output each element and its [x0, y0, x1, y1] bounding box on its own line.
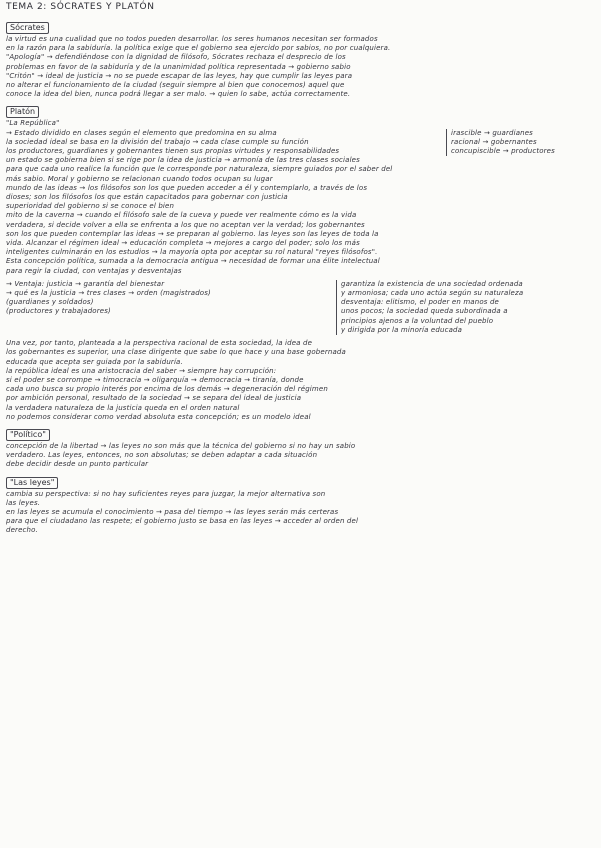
text-line: educada que acepta ser guiada por la sabiduría.	[6, 357, 183, 366]
text-line: dioses; son los filósofos los que están capacitados para gobernar con justicia	[6, 193, 288, 202]
clases-side-list	[446, 129, 591, 157]
text-line: problemas en favor de la sabiduría y de la unanimidad política representada → gobierno sabio	[6, 62, 351, 71]
ventajas-block	[6, 280, 591, 335]
ventajas-right	[336, 280, 591, 335]
text-line: la sociedad ideal se basa en la división del trabajo → cada clase cumple su función	[6, 137, 309, 146]
text-line: son los que pueden contemplar las ideas → se preparan al gobierno. las leyes son las leyes de toda la	[6, 229, 379, 238]
text-line: → Ventaja: justicia → garantía del bienestar	[6, 279, 165, 288]
text-line: garantiza la existencia de una sociedad ordenada	[341, 279, 523, 288]
text-line: para regir la ciudad, con ventajas y desventajas	[6, 266, 182, 275]
text-line: la república ideal es una aristocracia del saber → siempre hay corrupción:	[6, 366, 277, 375]
text-line: más sabio. Moral y gobierno se relacionan cuando todos ocupan su lugar	[6, 174, 273, 183]
page-title: TEMA 2: SÓCRATES Y PLATÓN	[6, 2, 155, 12]
text-line: y dirigida por la minoría educada	[341, 325, 463, 334]
text-line: cada uno busca su propio interés por encima de los demás → degeneración del régimen	[6, 385, 328, 394]
platon-text-b	[6, 339, 591, 422]
section-heading-platon: Platón	[6, 106, 39, 118]
text-line: por ambición personal, resultado de la sociedad → se separa del ideal de justicia	[6, 394, 302, 403]
subheading-politico: "Político"	[6, 429, 50, 441]
text-line: un estado se gobierna bien si se rige por la idea de justicia → armonía de las tres clases sociales	[6, 156, 360, 165]
text-line: la virtud es una cualidad que no todos pueden desarrollar. los seres humanos necesitan ser formados	[6, 35, 378, 43]
text-line: Una vez, por tanto, planteada a la perspectiva racional de esta sociedad, la idea de	[6, 339, 313, 348]
text-line: vida. Alcanzar el régimen ideal → educación completa → mejores a cargo del poder; solo los más	[6, 239, 360, 248]
text-line: si el poder se corrompe → timocracia → oligarquía → democracia → tiranía, donde	[6, 375, 304, 384]
platon-text-a	[6, 156, 591, 276]
text-line: → Estado dividido en clases según el elemento que predomina en su alma	[6, 128, 277, 137]
text-line: para que cada uno realice la función que le corresponde por naturaleza, siempre guiados por el saber del	[6, 165, 393, 174]
text-line: desventaja: elitismo, el poder en manos de	[341, 298, 499, 307]
text-line: principios ajenos a la voluntad del pueblo	[341, 316, 494, 325]
text-line: los productores, guardianes y gobernantes tienen sus propias virtudes y responsabilidades	[6, 147, 340, 156]
text-line: unos pocos; la sociedad queda subordinada a	[341, 307, 508, 316]
text-line: (productores y trabajadores)	[6, 307, 111, 316]
clases-block	[6, 129, 591, 157]
section-heading-socrates: Sócrates	[6, 22, 49, 34]
text-line: los gobernantes es superior, una clase dirigente que sabe lo que hace y una base gobernada	[6, 348, 346, 357]
text-line: concepción de la libertad → las leyes no son más que la técnica del gobierno si no hay un sabio	[6, 441, 356, 450]
text-line: concupiscible → productores	[451, 147, 555, 156]
text-line: en la razón para la sabiduría. la política exige que el gobierno sea ejercido por sabios, no por cualquiera.	[6, 44, 391, 53]
subheading-las-leyes: "Las leyes"	[6, 477, 58, 489]
text-line: → qué es la justicia → tres clases → orden (magistrados)	[6, 289, 211, 298]
text-line: superioridad del gobierno si se conoce el bien	[6, 202, 175, 211]
text-line: mundo de las ideas → los filósofos son los que pueden acceder a él y contemplarlo, a través de los	[6, 183, 368, 192]
text-line: conoce la idea del bien, nunca podrá llegar a ser malo. → quien lo sabe, actúa correctamente.	[6, 90, 351, 99]
text-line: mito de la caverna → cuando el filósofo sale de la cueva y puede ver realmente cómo es la vida	[6, 211, 357, 220]
text-line: Esta concepción política, sumada a la democracia antigua → necesidad de formar una élite intelectual	[6, 257, 380, 266]
text-line: derecho.	[6, 526, 38, 535]
text-line: y armoniosa; cada uno actúa según su naturaleza	[341, 289, 524, 298]
text-line: irascible → guardianes	[451, 128, 533, 137]
text-line: (guardianes y soldados)	[6, 298, 94, 307]
text-line: debe decidir desde un punto particular	[6, 460, 149, 469]
socrates-text	[6, 35, 591, 99]
text-line: inteligentes culminarán en los estudios → la mayoría opta por aceptar su rol natural "reyes filósofos".	[6, 248, 378, 257]
text-line: no alterar el funcionamiento de la ciudad (seguir siempre al bien que conocemos) aquel que	[6, 81, 345, 90]
text-line: la verdadera naturaleza de la justicia queda en el orden natural	[6, 403, 240, 412]
clases-intro	[6, 129, 438, 157]
text-line: en las leyes se acumula el conocimiento → pasa del tiempo → las leyes serán más certeras	[6, 507, 339, 516]
text-line: las leyes.	[6, 498, 41, 507]
ventajas-left	[6, 280, 328, 317]
text-line: cambia su perspectiva: si no hay suficientes reyes para juzgar, la mejor alternativa son	[6, 489, 326, 498]
text-line: "Apología" → defendiéndose con la dignidad de filósofo, Sócrates rechaza el desprecio de los	[6, 53, 346, 62]
subheading-la-republica: "La República"	[6, 119, 60, 128]
text-line: verdadero. Las leyes, entonces, no son absolutas; se deben adaptar a cada situación	[6, 451, 318, 460]
text-line: "Critón" → ideal de justicia → no se puede escapar de las leyes, hay que cumplir las leyes para	[6, 71, 353, 80]
text-line: racional → gobernantes	[451, 137, 537, 146]
text-line: para que el ciudadano las respete; el gobierno justo se basa en las leyes → acceder al orden del	[6, 517, 359, 526]
text-line: no podemos considerar como verdad absoluta esta concepción; es un modelo ideal	[6, 412, 311, 421]
text-line: verdadera, si decide volver a ella se enfrenta a los que no aceptan ver la verdad; los gobernantes	[6, 220, 365, 229]
platon-text-c	[6, 442, 591, 470]
platon-text-d	[6, 490, 591, 536]
